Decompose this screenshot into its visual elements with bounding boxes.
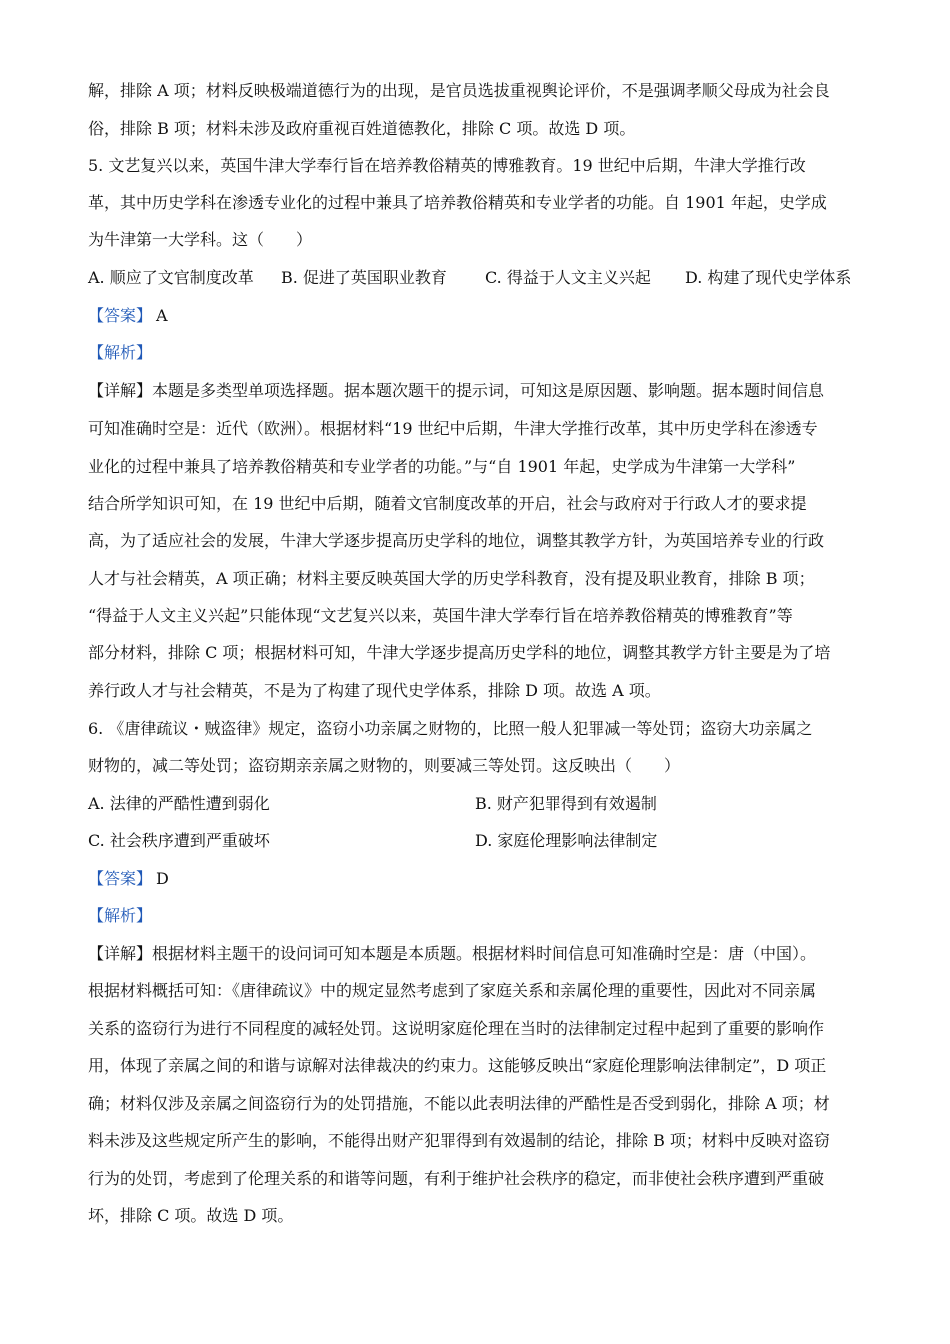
q5-answer-row: [88, 305, 168, 327]
q6-answer-value: D: [156, 869, 169, 888]
q6-option-d: D. 家庭伦理影响法律制定: [475, 831, 658, 850]
q5-option-a: A. 顺应了文官制度改革: [88, 268, 254, 287]
q6-detail-line-4: 用，体现了亲属之间的和谐与谅解对法律裁决的约束力。这能够反映出“家庭伦理影响法律制定”，D 项正: [88, 1056, 827, 1075]
q6-analysis-row: [88, 905, 152, 927]
q5-detail-text: 本题是多类型单项选择题。据本题次题干的提示词，可知这是原因题、影响题。据本题时间信息: [152, 381, 825, 400]
q5-option-b: B. 促进了英国职业教育: [281, 268, 447, 287]
q6-options-row-2: [88, 830, 868, 852]
q6-option-b: B. 财产犯罪得到有效遏制: [475, 794, 657, 813]
q5-option-d: D. 构建了现代史学体系: [685, 268, 852, 287]
q6-detail-line-1: [88, 943, 816, 965]
q6-detail-line-5: 确；材料仅涉及亲属之间盗窃行为的处罚措施，不能以此表明法律的严酷性是否受到弱化，排除 A 项；材: [88, 1094, 830, 1113]
q5-detail-line-4: 结合所学知识可知，在 19 世纪中后期，随着文官制度改革的开启，社会与政府对于行政人才的要求提: [88, 494, 807, 513]
q6-detail-text: 根据材料主题干的设问词可知本题是本质题。根据材料时间信息可知准确时空是：唐（中国）。: [152, 944, 817, 963]
prev-analysis-line-1: 解，排除 A 项；材料反映极端道德行为的出现，是官员选拔重视舆论评价，不是强调孝顺父母成为社会良: [88, 81, 830, 100]
q5-answer-value: A: [156, 306, 168, 325]
q5-detail-line-9: 养行政人才与社会精英，不是为了构建了现代史学体系，排除 D 项。故选 A 项。: [88, 681, 661, 700]
q6-detail-line-8: 坏，排除 C 项。故选 D 项。: [88, 1206, 294, 1225]
q6-stem-line-2: 财物的，减二等处罚；盗窃期亲亲属之财物的，则要减三等处罚。这反映出（ ）: [88, 756, 681, 775]
q6-detail-line-2: 根据材料概括可知：《唐律疏议》中的规定显然考虑到了家庭关系和亲属伦理的重要性，因此对不同亲属: [88, 981, 817, 1000]
q5-detail-line-6: 人才与社会精英，A 项正确；材料主要反映英国大学的历史学科教育，没有提及职业教育，排除 B 项；: [88, 569, 815, 588]
q6-detail-tag: 【详解】: [88, 944, 153, 963]
q5-analysis-row: [88, 342, 152, 364]
q5-answer-tag: 【答案】: [88, 306, 153, 325]
q6-detail-line-6: 料未涉及这些规定所产生的影响，不能得出财产犯罪得到有效遏制的结论，排除 B 项；材料中反映对盗窃: [88, 1131, 830, 1150]
q5-detail-tag: 【详解】: [88, 381, 153, 400]
q6-analysis-tag: 【解析】: [88, 906, 153, 925]
prev-analysis-line-2: 俗，排除 B 项；材料未涉及政府重视百姓道德教化，排除 C 项。故选 D 项。: [88, 119, 636, 138]
q5-detail-line-1: [88, 380, 824, 402]
q6-stem-line-1: 6. 《唐律疏议・贼盗律》规定，盗窃小功亲属之财物的，比照一般人犯罪减一等处罚；盗窃大功亲属之: [88, 719, 813, 738]
q5-options: [88, 267, 868, 289]
q5-detail-line-7: “得益于人文主义兴起”只能体现“文艺复兴以来，英国牛津大学奉行旨在培养教俗精英的博雅教育”等: [88, 606, 793, 625]
q5-detail-line-3: 业化的过程中兼具了培养教俗精英和专业学者的功能。”与“自 1901 年起，史学成为牛津第一大学科”: [88, 457, 796, 476]
q6-options-row-1: [88, 793, 868, 815]
q5-detail-line-8: 部分材料，排除 C 项；根据材料可知，牛津大学逐步提高历史学科的地位，调整其教学方针主要是为了培: [88, 643, 831, 662]
q5-detail-line-2: 可知准确时空是：近代（欧洲）。根据材料“19 世纪中后期，牛津大学推行改革，其中历史学科在渗透专: [88, 419, 818, 438]
q6-detail-line-3: 关系的盗窃行为进行不同程度的减轻处罚。这说明家庭伦理在当时的法律制定过程中起到了重要的影响作: [88, 1019, 825, 1038]
q6-option-c: C. 社会秩序遭到严重破坏: [88, 831, 270, 850]
q6-option-a: A. 法律的严酷性遭到弱化: [88, 794, 270, 813]
q6-answer-tag: 【答案】: [88, 869, 153, 888]
q5-stem-line-2: 革，其中历史学科在渗透专业化的过程中兼具了培养教俗精英和专业学者的功能。自 1901 年起，史学成: [88, 193, 827, 212]
q6-detail-line-7: 行为的处罚，考虑到了伦理关系的和谐等问题，有利于维护社会秩序的稳定，而非使社会秩序遭到严重破: [88, 1169, 825, 1188]
q6-answer-row: [88, 868, 169, 890]
q5-stem-line-1: 5. 文艺复兴以来，英国牛津大学奉行旨在培养教俗精英的博雅教育。19 世纪中后期，牛津大学推行改: [88, 156, 806, 175]
q5-option-c: C. 得益于人文主义兴起: [485, 268, 651, 287]
q5-detail-line-5: 高，为了适应社会的发展，牛津大学逐步提高历史学科的地位，调整其教学方针，为英国培养专业的行政: [88, 531, 825, 550]
q5-stem-line-3: 为牛津第一大学科。这（ ）: [88, 230, 313, 249]
q5-analysis-tag: 【解析】: [88, 343, 153, 362]
